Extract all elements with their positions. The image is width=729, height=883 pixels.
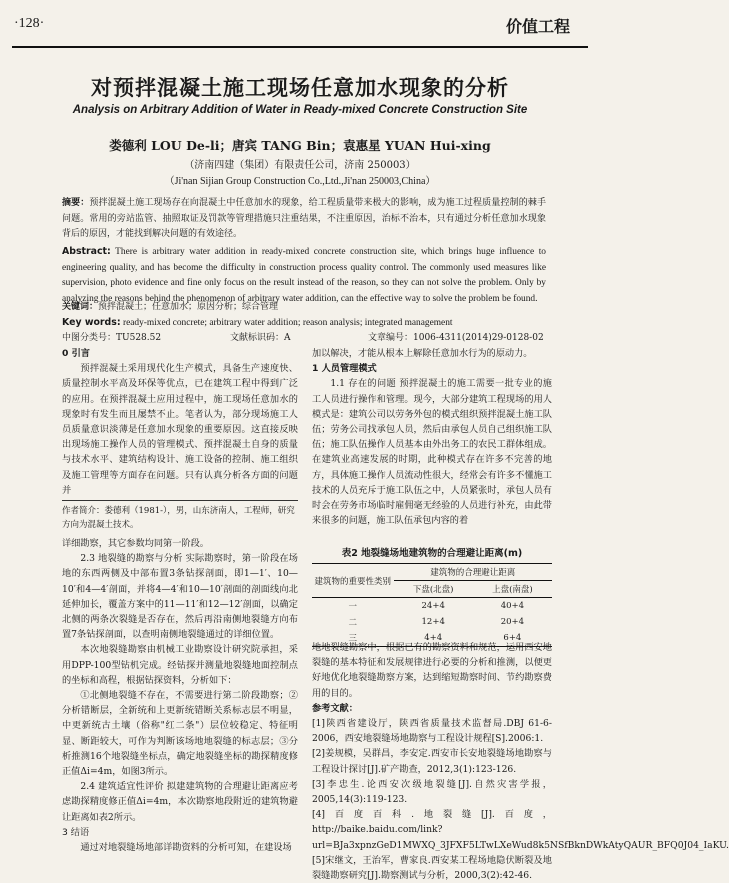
table-cell: 一 <box>348 602 358 612</box>
abstract-en-label: Abstract: <box>62 246 111 257</box>
keywords-cn-text: 预拌混凝土；任意加水；原因分析；综合管理 <box>98 302 279 312</box>
keywords-en-label: Key words: <box>62 317 121 328</box>
affiliation-en: （Ji'nan Sijian Group Construction Co.,Ltd.,Ji'nan 250003,China） <box>164 176 436 187</box>
table-col-header: 建筑物的重要性类别 <box>312 564 394 598</box>
paragraph: 本次地裂缝勘察由机械工业勘察设计研究院承担，采用DPP-100型钻机完成。经钻探并测量地裂缝地面控制点的坐标和高程，根据钻探资料，分析如下： <box>62 644 298 686</box>
reference-item: [3]李忠生.论西安次级地裂缝[J].自然灾害学报，2005,14(3):119-123. <box>312 778 552 806</box>
table-title: 表2 地裂缝场地建筑物的合理避让距离(m) <box>341 548 523 559</box>
affiliation-cn: （济南四建（集团）有限责任公司，济南 250003） <box>184 160 416 171</box>
doc-code: 文献标识码：A <box>230 333 291 343</box>
page-number: ·128· <box>14 16 45 31</box>
section-heading: 3 结语 <box>62 826 90 838</box>
table-row <box>312 598 552 615</box>
table-sub-header: 下盘(北盘) <box>394 581 473 598</box>
reference-item: [1]陕西省建设厅，陕西省质量技术监督局.DBJ 61-6-2006，西安地裂缝场地勘察与工程设计规程[S].2006:1. <box>312 718 552 745</box>
journal-name: 价值工程 <box>505 17 570 36</box>
article-title: 对预拌混凝土施工现场任意加水现象的分析 <box>91 76 509 100</box>
left-column-bottom <box>62 536 298 855</box>
table-cell: 24+4 <box>421 601 445 611</box>
table-group-header: 建筑物的合理避让距离 <box>394 564 552 581</box>
paragraph: 地地裂缝勘察中，根据已有的勘察资料和规范，运用西安地裂缝的基本特征和发展规律进行必要的分析和推测，以便更好地优化地裂缝勘察方案，达到缩短勘察时间、节约勘察费用的目的。 <box>312 642 552 699</box>
reference-item: [4]百度百科.地裂缝[J].百度，http://baike.baidu.com/link?url=BJa3xpnzGeD1MWXQ_3JFXF5LTwLXeWud8k5NSfBknDWkAtyQAUR_BFQ0J04_IaKU. <box>312 809 729 851</box>
paragraph: 预拌混凝土采用现代化生产模式，具备生产速度快、质量控制水平高及环保等优点，已在建筑工程中得到广泛的应用。在预拌混凝土应用过程中，施工现场任意加水的现象时有发生而且屡禁不止。笔者认为，部分现场施工人员质量意识淡薄是任意加水现象的重要原因。这直接反映出现场施工操作人员的管理模式、预拌混凝土自身的质量与技术水平、建筑结构设计、施工设备的控制、施工组织及施工管理等方面存在问题。只有认真分析各方面的问题并 <box>62 363 298 496</box>
author-footnote: 作者简介：娄德利（1981-），男，山东济南人，工程师，研究方向为混凝土技术。 <box>62 500 298 532</box>
keywords-cn-label: 关键词： <box>62 302 99 312</box>
table-cell: 二 <box>348 618 358 628</box>
paragraph: 通过对地裂缝场地部详勘资料的分析可知，在建设场 <box>80 842 292 854</box>
authors: 娄德利 LOU De-li；唐宾 TANG Bin；袁惠星 YUAN Hui-xing <box>109 138 491 153</box>
abstract-cn <box>62 196 546 243</box>
avoidance-distance-table <box>312 563 552 647</box>
table-cell: 40+4 <box>500 601 525 611</box>
table-cell: 4+4 <box>394 630 473 647</box>
paragraph: 1.1 存在的问题 预拌混凝土的施工需要一批专业的施工人员进行操作和管理。现今，大部分建筑工程现场的用人模式是：建筑公司以劳务外包的模式组织预拌混凝土施工队伍；劳务公司找承包人员，然后由承包人员自己组织施工队伍；施工队伍操作人员基本由外出务工的农民工群体组成。在建筑业高速发展的时期，此种模式存在许多不完善的地方，具体施工操作人员流动性很大，经常会有许多不懂施工技术的人员充斥于施工队伍之中，人员紧张时，承包人员有时会在劳务市场临时雇佣毫无经验的人员进行补充，由此带来很多的问题，施工队伍承包内容的着 <box>312 378 552 527</box>
article-meta <box>62 330 546 344</box>
paragraph: ①北侧地裂缝不存在，不需要进行第二阶段勘察；②分析错断层，全新统和上更新统错断关系标志层不明显，中更新统古土壤（俗称"红二条"）层位较稳定、特征明显、断距较大，可作为判断该场地地裂缝的标志层；③分析推测16个地裂缝坐标点，确定地裂缝坐标的勘探精度修正值Δi=4m，如图3所示。 <box>62 690 298 778</box>
left-column-top <box>62 346 298 498</box>
paragraph: 加以解决，才能从根本上解除任意加水行为的原动力。 <box>312 348 533 359</box>
clc-number: 中图分类号：TU528.52 <box>62 333 162 343</box>
keywords-cn <box>62 300 546 316</box>
table-row <box>312 614 552 630</box>
reference-item: [2]姜规模，吴群昌，李安定.西安市长安地裂缝场地勘察与工程设计探讨[J].矿产勘查，2012,3(1):123-126. <box>312 748 552 775</box>
article-title-en: Analysis on Arbitrary Addition of Water in Ready-mixed Concrete Construction Site <box>72 104 528 116</box>
table-cell: 12+4 <box>421 617 445 627</box>
abstract-en-text: There is arbitrary water addition in ready-mixed concrete construction site, which brings huge influence to engineering quality, and has become the difficulty in construction process quality control. The commonly used measures like supervision, photo evidence and fine only focus on the result instead of the reason, so they can not solve the problem. Only by analyzing the reasons behind the phenomenon of arbitrary water addition, can the effective way to solve the problem be found. <box>62 247 546 304</box>
page-header <box>0 0 600 50</box>
article-number: 文章编号：1006-4311(2014)29-0128-02 <box>368 333 544 343</box>
right-column-top <box>312 346 552 528</box>
reference-item: [5]宋继文，王治军，曹家良.西安某工程场地隐伏断裂及地裂缝勘察研究[J].勘察测试与分析，2000,3(2):42-46. <box>312 854 552 882</box>
section-heading: 0 引言 <box>62 348 90 359</box>
abstract-cn-text: 预拌混凝土施工现场存在向混凝土中任意加水的现象，给工程质量带来极大的影响，成为施工过程质量控制的棘手问题。常用的旁站监管、抽照取证及罚款等管理措施只注重结果，不注重原因，治标不治本，只有通过分析任意加水现象背后的原因，才能找到解决问题的有效途径。 <box>62 198 546 239</box>
table-cell: 20+4 <box>500 617 525 627</box>
paragraph: 2.3 地裂缝的勘察与分析 实际勘察时，第一阶段在场地的东西两侧及中部布置3条钻探剖面，即1—1′、10—10′和4—4′剖面，并将4—4′和10—10′剖面的剖面线向北延伸加长，覆盖方案中的11—11′和12—12′剖面，以确定北侧的两条次裂缝是否存在，然后再沿南侧地裂缝方向布置7条钻探剖面，以查明南侧地裂缝通过的详细位置。 <box>62 553 298 641</box>
right-column-bottom <box>312 640 729 883</box>
table-cell: 6+4 <box>473 630 552 647</box>
section-heading: 参考文献： <box>312 702 358 714</box>
paragraph: 详细勘察，其它参数均同第一阶段。 <box>62 538 209 549</box>
keywords-en-text: ready-mixed concrete; arbitrary water addition; reason analysis; integrated management <box>122 318 453 328</box>
table-sub-header: 上盘(南盘) <box>473 581 552 598</box>
paragraph: 2.4 建筑适宜性评价 拟建建筑物的合理避让距离应考虑勘探精度修正值Δi=4m，本次勘察地段附近的建筑物避让距离如表2所示。 <box>62 781 298 823</box>
header-rule <box>12 46 588 48</box>
section-heading: 1 人员管理模式 <box>312 363 377 375</box>
abstract-en <box>62 244 546 307</box>
table-cell: 三 <box>312 630 394 647</box>
abstract-cn-label: 摘要： <box>62 198 90 208</box>
